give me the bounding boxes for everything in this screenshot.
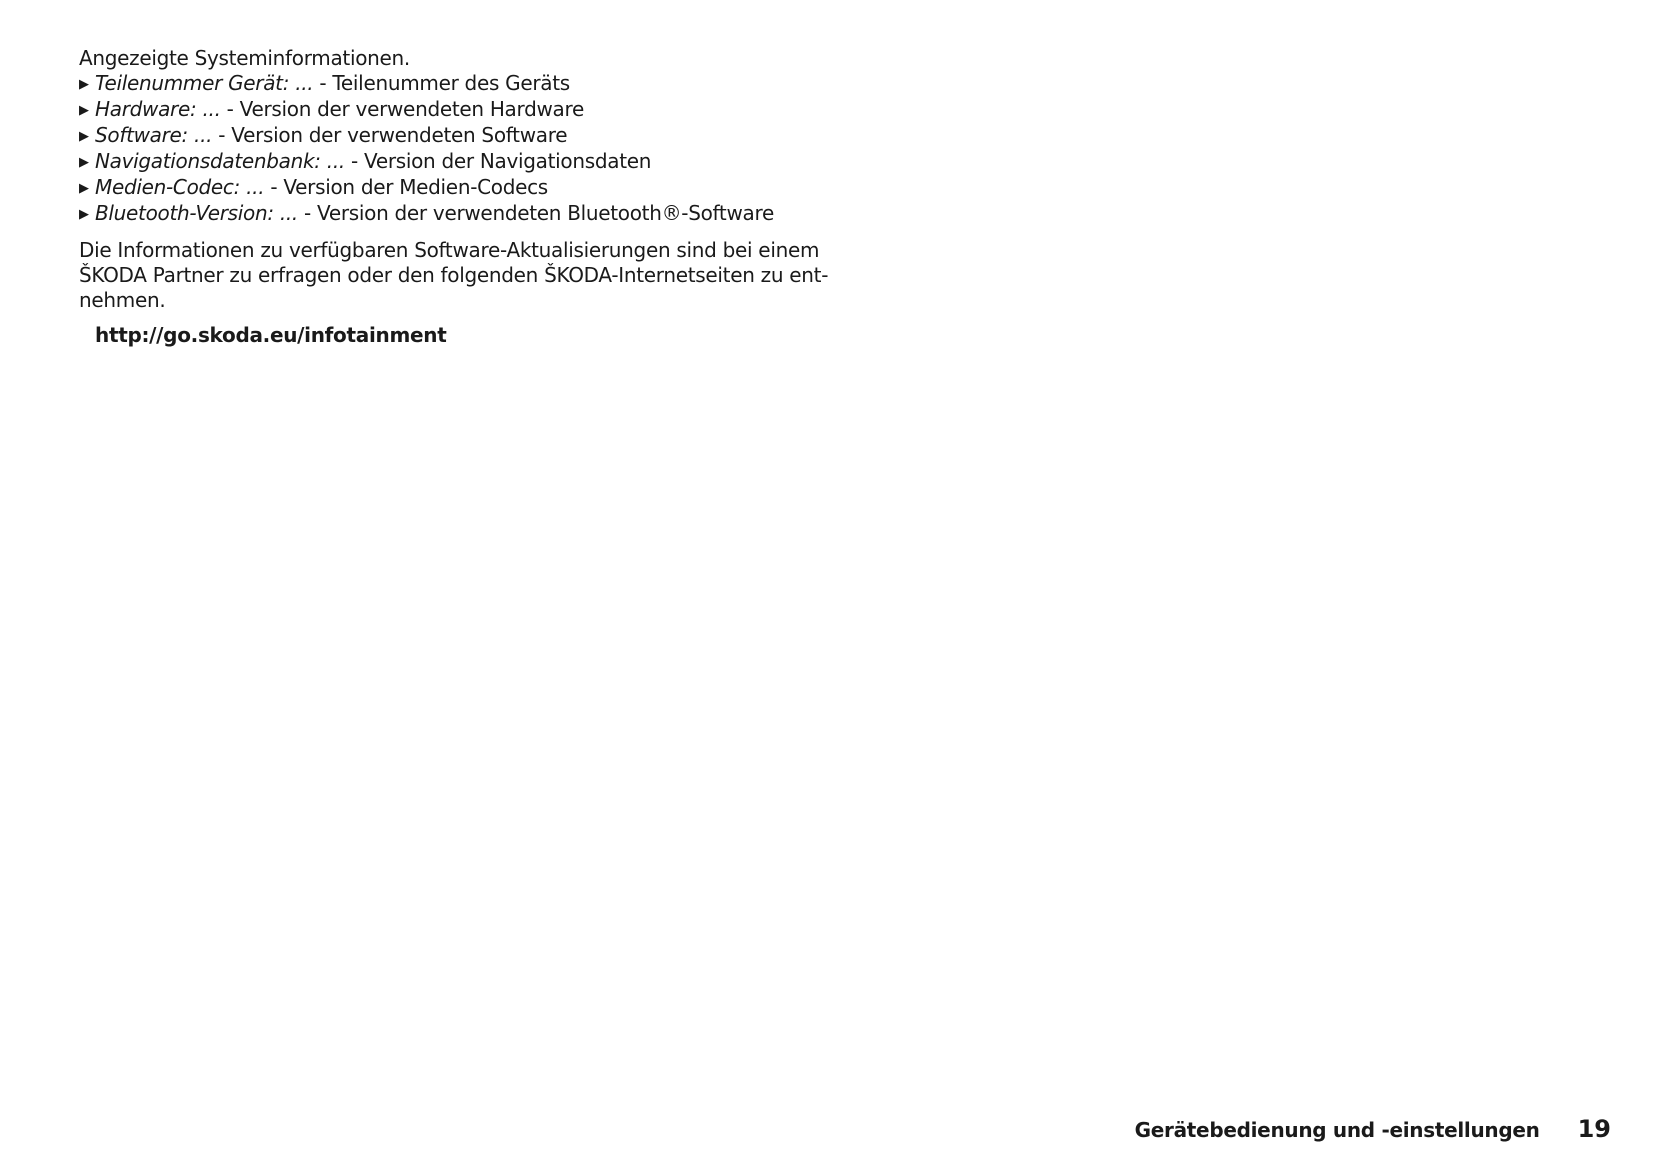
- update-info-paragraph: [79, 238, 839, 313]
- item-description: - Version der verwendeten Software: [212, 123, 568, 147]
- triangle-bullet-icon: ▶: [79, 77, 89, 92]
- item-term: Teilenummer Gerät: ...: [95, 71, 314, 95]
- section-title: Gerätebedienung und -einstellungen: [1134, 1118, 1540, 1142]
- list-item: [79, 149, 839, 175]
- paragraph-line: nehmen.: [79, 288, 166, 312]
- triangle-bullet-icon: ▶: [79, 155, 89, 170]
- item-description: - Version der verwendeten Bluetooth®-Software: [298, 201, 774, 225]
- triangle-bullet-icon: ▶: [79, 103, 89, 118]
- list-item: [79, 97, 839, 123]
- intro-text: Angezeigte Systeminformationen.: [79, 46, 410, 70]
- item-term: Navigationsdatenbank: ...: [95, 149, 345, 173]
- triangle-bullet-icon: ▶: [79, 207, 89, 222]
- list-item: [79, 123, 839, 149]
- item-term: Software: ...: [95, 123, 213, 147]
- item-description: - Teilenummer des Geräts: [313, 71, 570, 95]
- infotainment-link[interactable]: http://go.skoda.eu/infotainment: [95, 323, 447, 347]
- page-content: [79, 46, 839, 348]
- item-term: Hardware: ...: [95, 97, 221, 121]
- system-info-list: [79, 71, 839, 227]
- list-item: [79, 175, 839, 201]
- list-item: [79, 201, 839, 227]
- paragraph-line: ŠKODA Partner zu erfragen oder den folgenden ŠKODA-Internetseiten zu ent-: [79, 263, 829, 287]
- page-footer: [1135, 1115, 1611, 1143]
- item-description: - Version der Navigationsdaten: [344, 149, 652, 173]
- item-term: Medien-Codec: ...: [95, 175, 265, 199]
- triangle-bullet-icon: ▶: [79, 181, 89, 196]
- item-term: Bluetooth-Version: ...: [95, 201, 298, 225]
- item-description: - Version der verwendeten Hardware: [220, 97, 584, 121]
- triangle-bullet-icon: ▶: [79, 129, 89, 144]
- list-item: [79, 71, 839, 97]
- page-number: 19: [1577, 1115, 1611, 1143]
- paragraph-line: Die Informationen zu verfügbaren Software-Aktualisierungen sind bei einem: [79, 238, 820, 262]
- item-description: - Version der Medien-Codecs: [264, 175, 548, 199]
